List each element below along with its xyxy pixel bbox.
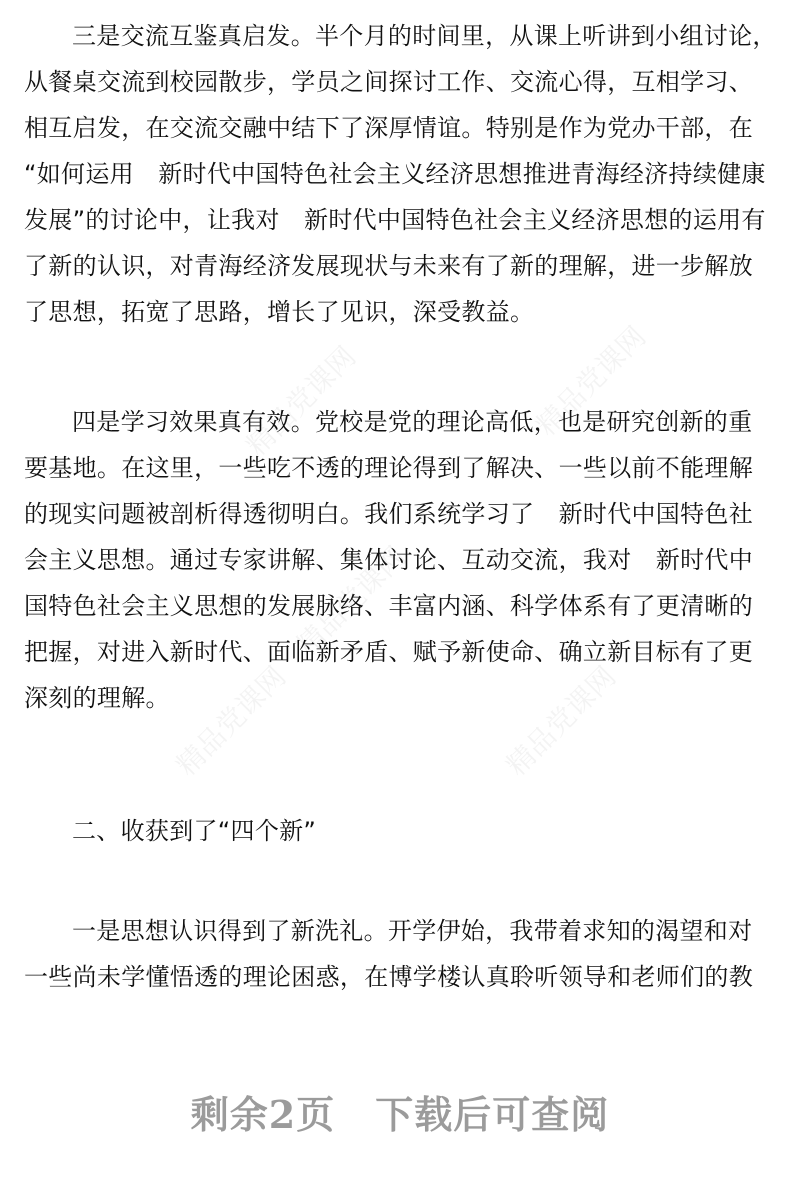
section-heading [24, 808, 784, 854]
paragraph-new-baptism [24, 908, 784, 1000]
text-line: 国特色社会主义思想的发展脉络、丰富内涵、科学体系有了更清晰的 [24, 592, 753, 620]
remaining-pages-label: 剩余2页 [190, 1092, 336, 1137]
text-line: 的现实问题被剖析得透彻明白。我们系统学习了 新时代中国特色社 [24, 500, 753, 528]
watermark: 精品党课网 [289, 539, 413, 663]
download-to-view-label: 下载后可查阅 [375, 1092, 610, 1137]
watermark: 精品党课网 [499, 659, 623, 783]
text-line: 要基地。在这里，一些吃不透的理论得到了解决、一些以前不能理解 [24, 454, 753, 482]
paragraph-exchange [24, 13, 784, 335]
text-line: 一是思想认识得到了新洗礼。开学伊始，我带着求知的渴望和对 [72, 917, 753, 945]
text-line: 一些尚未学懂悟透的理论困惑，在博学楼认真聆听领导和老师们的教 [24, 963, 753, 991]
download-prompt[interactable] [0, 1084, 800, 1139]
text-line: “如何运用 新时代中国特色社会主义经济思想推进青海经济持续健康 [24, 160, 766, 188]
watermark: 精品党课网 [169, 659, 293, 783]
text-line: 把握，对进入新时代、面临新矛盾、赋予新使命、确立新目标有了更 [24, 638, 753, 666]
section-heading-text: 二、收获到了“四个新” [72, 817, 317, 845]
text-line: 三是交流互鉴真启发。半个月的时间里，从课上听讲到小组讨论， [72, 22, 777, 50]
watermark: 精品党课网 [529, 319, 653, 443]
paragraph-learning-effect [24, 399, 784, 721]
text-line: 相互启发，在交流交融中结下了深厚情谊。特别是作为党办干部，在 [24, 114, 753, 142]
text-line: 从餐桌交流到校园散步，学员之间探讨工作、交流心得，互相学习、 [24, 68, 753, 96]
text-line: 会主义思想。通过专家讲解、集体讨论、互动交流，我对 新时代中 [24, 546, 753, 574]
text-line: 了思想，拓宽了思路，增长了见识，深受教益。 [24, 298, 535, 326]
text-line: 了新的认识，对青海经济发展现状与未来有了新的理解，进一步解放 [24, 252, 753, 280]
text-line: 深刻的理解。 [24, 684, 170, 712]
text-line: 四是学习效果真有效。党校是党的理论高低，也是研究创新的重 [72, 408, 753, 436]
watermark: 精品党课网 [239, 339, 363, 463]
text-line: 发展”的讨论中，让我对 新时代中国特色社会主义经济思想的运用有 [24, 206, 766, 234]
